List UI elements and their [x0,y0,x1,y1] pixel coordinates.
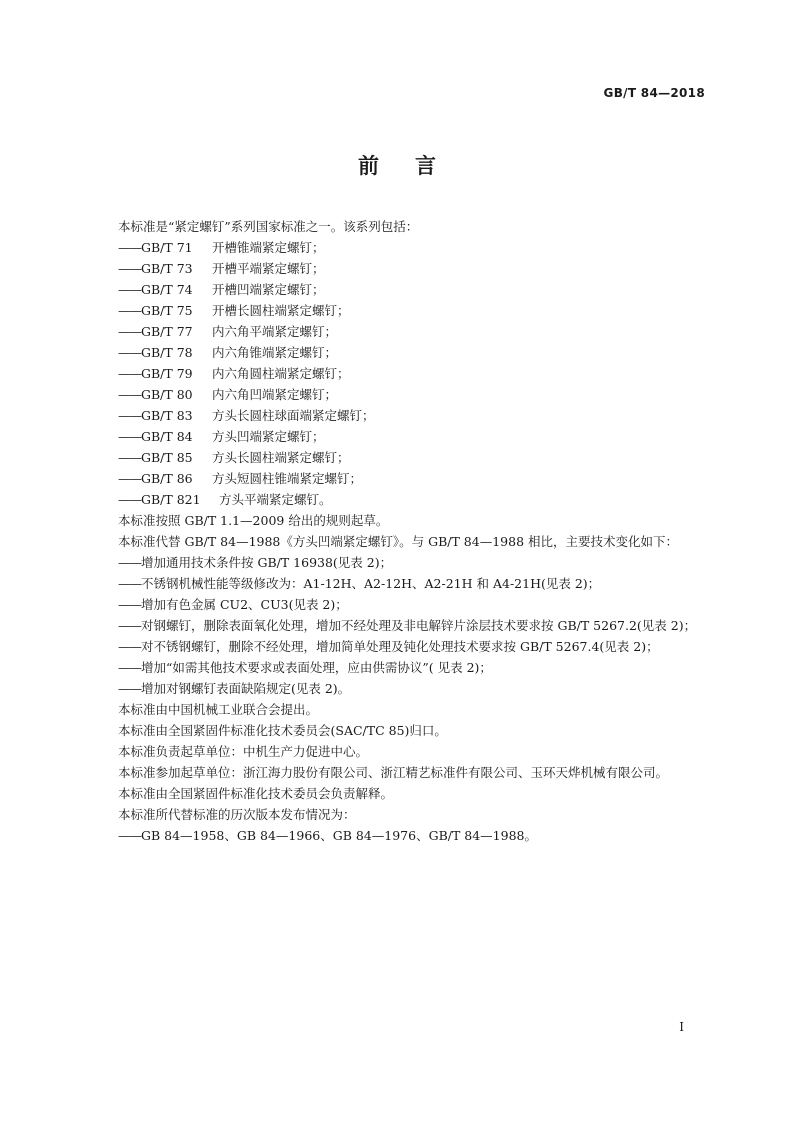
standard-name: 方头长圆柱球面端紧定螺钉； [212,408,375,423]
change-text: 增加有色金属 CU2、CU3(见表 2)； [141,597,348,612]
dash-marker: —— [118,240,141,255]
list-item [118,636,710,657]
dash-marker: —— [118,408,141,423]
list-item [118,279,710,300]
standard-name: 方头凹端紧定螺钉； [212,429,325,444]
document-body [118,216,710,846]
standard-number: GB/T 74 [141,282,193,297]
standard-name: 方头平端紧定螺钉。 [219,492,332,507]
standard-number: GB/T 78 [141,345,193,360]
list-item [118,468,710,489]
standard-number: GB/T 73 [141,261,193,276]
standard-number: GB/T 80 [141,387,193,402]
proposer-statement: 本标准由中国机械工业联合会提出。 [118,702,319,717]
change-text: 增加对钢螺钉表面缺陷规定(见表 2)。 [141,681,351,696]
dash-marker: —— [118,366,141,381]
standard-number: GB/T 84 [141,429,193,444]
standard-number: GB/T 71 [141,240,193,255]
standard-number: GB/T 77 [141,324,193,339]
intro-paragraph: 本标准是“紧定螺钉”系列国家标准之一。该系列包括： [118,219,419,234]
dash-marker: —— [118,555,141,570]
standard-name: 开槽锥端紧定螺钉； [212,240,325,255]
dash-marker: —— [118,261,141,276]
change-text: 增加“如需其他技术要求或表面处理，应由供需协议”( 见表 2)； [141,660,492,675]
dash-marker: —— [118,828,141,843]
standard-name: 开槽平端紧定螺钉； [212,261,325,276]
list-item [118,657,710,678]
standard-name: 内六角凹端紧定螺钉； [212,387,338,402]
history-text: GB 84—1958、GB 84—1966、GB 84—1976、GB/T 84—1988。 [141,828,537,843]
dash-marker: —— [118,471,141,486]
list-item [118,384,710,405]
list-item [118,489,710,510]
list-item [118,258,710,279]
dash-marker: —— [118,324,141,339]
drafter-statement: 本标准负责起草单位：中机生产力促进中心。 [118,744,369,759]
standard-name: 方头长圆柱端紧定螺钉； [212,450,350,465]
change-text: 对不锈钢螺钉，删除不经处理，增加简单处理及钝化处理技术要求按 GB/T 5267.4(见表 2)； [141,639,659,654]
dash-marker: —— [118,429,141,444]
list-item [118,342,710,363]
interpretation-statement: 本标准由全国紧固件标准化技术委员会负责解释。 [118,786,394,801]
dash-marker: —— [118,492,141,507]
replaces-paragraph: 本标准代替 GB/T 84—1988《方头凹端紧定螺钉》。与 GB/T 84—1988 相比，主要技术变化如下： [118,534,678,549]
list-item [118,678,710,699]
standard-name: 方头短圆柱锥端紧定螺钉； [212,471,363,486]
list-item [118,405,710,426]
dash-marker: —— [118,576,141,591]
standard-number: GB/T 821 [141,492,201,507]
change-text: 增加通用技术条件按 GB/T 16938(见表 2)； [141,555,393,570]
page-title: 前言 [358,154,472,178]
dash-marker: —— [118,660,141,675]
list-item [118,573,710,594]
series-list [118,237,710,510]
dash-marker: —— [118,282,141,297]
dash-marker: —— [118,618,141,633]
standard-name: 开槽凹端紧定螺钉； [212,282,325,297]
list-item [118,237,710,258]
page-number: I [679,1020,684,1034]
dash-marker: —— [118,387,141,402]
standard-number: GB/T 86 [141,471,193,486]
list-item [118,594,710,615]
standard-name: 内六角圆柱端紧定螺钉； [212,366,350,381]
change-text: 对钢螺钉，删除表面氧化处理，增加不经处理及非电解锌片涂层技术要求按 GB/T 5267.2(见表 2)； [141,618,697,633]
history-list-item [118,825,710,846]
standard-number: GB/T 75 [141,303,193,318]
standard-code: GB/T 84—2018 [603,86,705,100]
drafting-rule-paragraph: 本标准按照 GB/T 1.1—2009 给出的规则起草。 [118,513,389,528]
committee-statement: 本标准由全国紧固件标准化技术委员会(SAC/TC 85)归口。 [118,723,447,738]
dash-marker: —— [118,681,141,696]
change-text: 不锈钢机械性能等级修改为：A1-12H、A2-12H、A2-21H 和 A4-21H(见表 2)； [141,576,601,591]
dash-marker: —— [118,597,141,612]
history-statement: 本标准所代替标准的历次版本发布情况为： [118,807,356,822]
standard-number: GB/T 83 [141,408,193,423]
dash-marker: —— [118,303,141,318]
standard-name: 内六角锥端紧定螺钉； [212,345,338,360]
list-item [118,300,710,321]
dash-marker: —— [118,345,141,360]
participants-statement: 本标准参加起草单位：浙江海力股份有限公司、浙江精艺标准件有限公司、玉环天烨机械有限公司。 [118,765,669,780]
standard-name: 开槽长圆柱端紧定螺钉； [212,303,350,318]
standard-number: GB/T 79 [141,366,193,381]
standard-name: 内六角平端紧定螺钉； [212,324,338,339]
standard-number: GB/T 85 [141,450,193,465]
list-item [118,321,710,342]
dash-marker: —— [118,639,141,654]
dash-marker: —— [118,450,141,465]
list-item [118,552,710,573]
changes-list [118,552,710,699]
list-item [118,615,710,636]
list-item [118,426,710,447]
list-item [118,363,710,384]
list-item [118,447,710,468]
